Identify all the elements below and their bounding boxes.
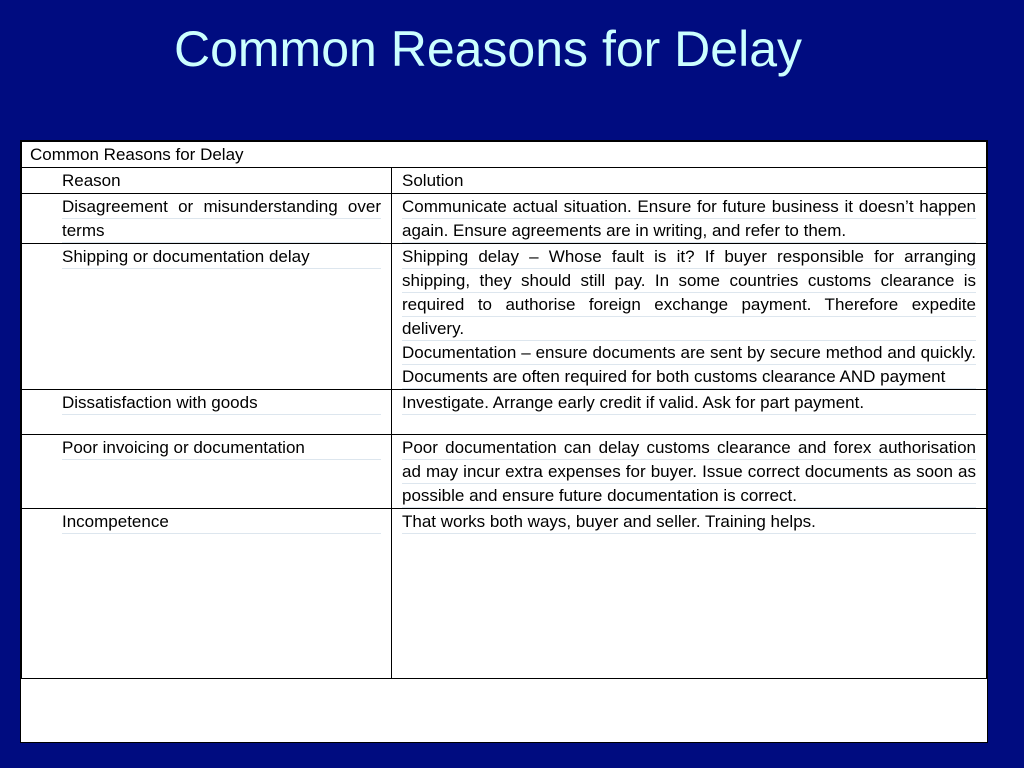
table-row [22, 435, 987, 509]
reason-cell [22, 194, 392, 244]
table-row [22, 509, 987, 679]
table-row [22, 244, 987, 390]
solution-cell [392, 244, 987, 390]
reason-text: Disagreement or misunderstanding over terms [62, 195, 381, 243]
solution-text: Poor documentation can delay customs clearance and forex authorisation ad may incur extra expenses for buyer. Issue correct documents as soon as possible and ensure future documentation is correct. [402, 436, 976, 508]
solution-cell [392, 435, 987, 509]
reasons-table [21, 141, 987, 679]
header-reason: Reason [22, 168, 392, 194]
solution-text: Documentation – ensure documents are sent by secure method and quickly. Documents are often required for both customs clearance AND payment [402, 341, 976, 389]
reason-text: Incompetence [62, 510, 381, 534]
reason-cell [22, 390, 392, 435]
reasons-table-container [20, 140, 988, 743]
reason-cell [22, 509, 392, 679]
solution-text: Investigate. Arrange early credit if valid. Ask for part payment. [402, 391, 976, 415]
header-solution: Solution [392, 168, 987, 194]
reason-text: Poor invoicing or documentation [62, 436, 381, 460]
solution-cell [392, 509, 987, 679]
reason-cell [22, 435, 392, 509]
table-caption-row [22, 142, 987, 168]
table-row [22, 390, 987, 435]
table-caption: Common Reasons for Delay [22, 142, 987, 168]
table-row [22, 194, 987, 244]
solution-text: Communicate actual situation. Ensure for future business it doesn’t happen again. Ensure agreements are in writing, and refer to them. [402, 195, 976, 243]
reason-text: Shipping or documentation delay [62, 245, 381, 269]
solution-text: Shipping delay – Whose fault is it? If buyer responsible for arranging shipping, they should still pay. In some countries customs clearance is required to authorise foreign exchange payment. Therefore expedite delivery. [402, 245, 976, 341]
solution-text: That works both ways, buyer and seller. Training helps. [402, 510, 976, 534]
reason-cell [22, 244, 392, 390]
slide-title: Common Reasons for Delay [173, 21, 803, 77]
solution-cell [392, 194, 987, 244]
solution-cell [392, 390, 987, 435]
table-header-row [22, 168, 987, 194]
reason-text: Dissatisfaction with goods [62, 391, 381, 415]
